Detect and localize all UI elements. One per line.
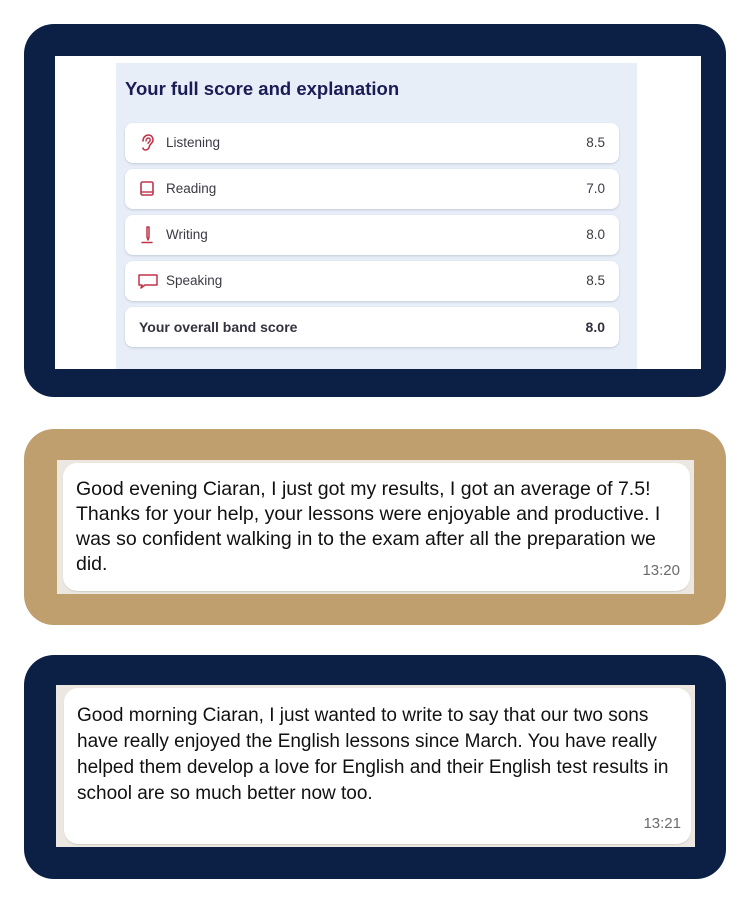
score-row-writing <box>125 215 619 255</box>
message-timestamp: 13:20 <box>642 562 680 579</box>
score-row-listening <box>125 123 619 163</box>
message-text: Good evening Ciaran, I just got my results, I got an average of 7.5! Thanks for your help, your lessons were enjoyable and productive. I was so confident walking in to the exam after all the preparation we did. <box>76 478 661 575</box>
chat-background <box>56 685 695 847</box>
score-label: Listening <box>166 135 221 150</box>
overall-label: Your overall band score <box>139 319 298 335</box>
message-bubble <box>63 463 690 591</box>
message-card-frame <box>24 655 726 879</box>
speech-bubble-icon <box>137 271 157 291</box>
score-label: Writing <box>166 227 208 242</box>
message-bubble <box>64 688 691 844</box>
score-label: Speaking <box>166 273 223 288</box>
message-timestamp: 13:21 <box>643 815 681 832</box>
score-row-reading <box>125 169 619 209</box>
ear-icon <box>137 133 157 153</box>
score-card-frame <box>24 24 726 397</box>
score-value: 7.0 <box>586 181 605 196</box>
score-value: 8.5 <box>586 273 605 288</box>
score-label: Reading <box>166 181 217 196</box>
score-screenshot <box>55 56 701 369</box>
score-panel <box>116 63 637 369</box>
score-value: 8.0 <box>586 227 605 242</box>
score-row-speaking <box>125 261 619 301</box>
chat-background <box>57 460 694 594</box>
book-icon <box>137 179 157 199</box>
pen-icon <box>137 225 157 245</box>
score-title: Your full score and explanation <box>125 78 400 99</box>
message-card-frame <box>24 429 726 625</box>
score-row-overall <box>125 307 619 347</box>
overall-value: 8.0 <box>585 319 605 335</box>
message-text: Good morning Ciaran, I just wanted to write to say that our two sons have really enjoyed the English lessons since March. You have really helped them develop a love for English and their English test results in school are so much better now too. <box>77 705 669 804</box>
score-value: 8.5 <box>586 135 605 150</box>
